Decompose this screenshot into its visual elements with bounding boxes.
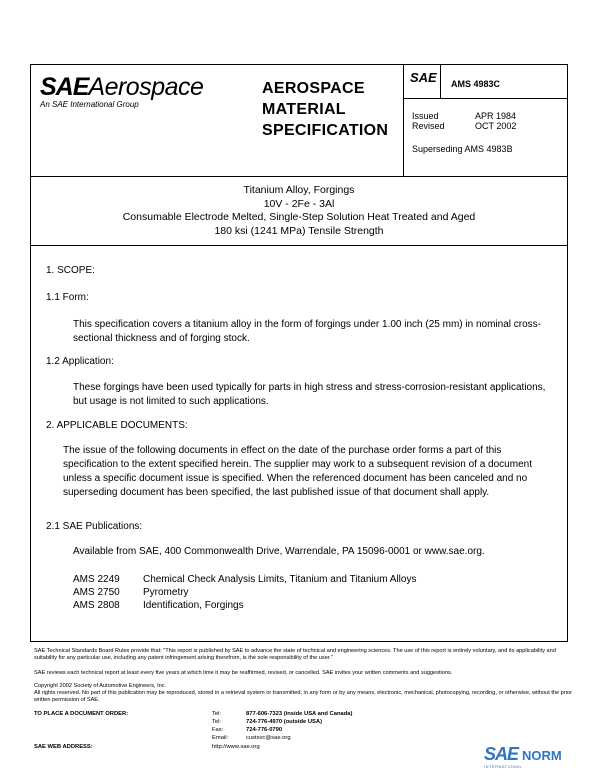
order-label: TO PLACE A DOCUMENT ORDER:	[34, 711, 129, 717]
doc-number-rule	[403, 98, 568, 99]
section-2-1-heading: 2.1 SAE Publications:	[46, 521, 143, 532]
publication-code: AMS 2750	[73, 587, 120, 598]
section-2-heading: 2. APPLICABLE DOCUMENTS:	[46, 420, 188, 431]
footer-copyright: Copyright 2002 Society of Automotive Engineers, Inc.	[34, 683, 167, 689]
web-address[interactable]: http://www.sae.org	[212, 744, 260, 750]
subject-divider	[30, 245, 568, 246]
issued-label: Issued	[412, 111, 439, 121]
document-subject	[30, 184, 568, 238]
publication-title: Chemical Check Analysis Limits, Titanium and Titanium Alloys	[143, 574, 417, 585]
header-vertical-rule	[403, 64, 404, 176]
contact-label: Tel:	[212, 719, 222, 725]
revised-date: OCT 2002	[475, 121, 517, 131]
brand-subtitle: INTERNATIONAL	[484, 764, 523, 769]
header-divider	[30, 176, 568, 177]
contact-email[interactable]: custsvc@sae.org	[246, 735, 291, 741]
sae-norm-logo	[484, 744, 562, 765]
section-1-1-text: This specification covers a titanium alloy in the form of forgings under 1.00 inch (25 mm) in nominal cross-sectional thickness and of forging stock.	[73, 319, 541, 344]
section-2-text: The issue of the following documents in effect on the date of the purchase order forms a part of this specification to the extent specified herein. The supplier may work to a subsequent revision of a document unless a specific document issue is specified. When the referenced document has been canceled and no superseding document has been specified, the last published issue of that document shall apply.	[63, 445, 532, 498]
logo-bold: SAE	[40, 73, 89, 101]
sae-aerospace-logo	[40, 74, 203, 109]
subject-line: Consumable Electrode Melted, Single-Step Solution Heat Treated and Aged	[122, 211, 476, 223]
document-type	[262, 78, 388, 141]
doc-type-line: SPECIFICATION	[262, 122, 389, 139]
footer-review: SAE reviews each technical report at least every five years at which time it may be reaffirmed, revised, or cancelled. SAE invites your written comments and suggestions.	[34, 670, 453, 676]
revised-label: Revised	[412, 121, 445, 131]
publication-title: Pyrometry	[143, 587, 189, 598]
contact-label: Fax:	[212, 727, 224, 733]
section-1-heading: 1. SCOPE:	[46, 265, 95, 276]
footer-rules: SAE Technical Standards Board Rules provide that: "This report is published by SAE to advance the state of technical and engineering sciences. The use of this report is entirely voluntary, and its applicability and suitability for any particular use, including any patent infringement arising therefrom, is the sole responsibility of the user."	[34, 648, 556, 662]
subject-line: Titanium Alloy, Forgings	[243, 184, 355, 196]
doc-type-line: MATERIAL	[262, 101, 346, 118]
issued-date: APR 1984	[475, 111, 517, 121]
brand-norm: NORM	[522, 748, 562, 763]
brand-sae: SAE	[484, 744, 519, 764]
subject-line: 180 ksi (1241 MPa) Tensile Strength	[214, 224, 384, 237]
superseding: Superseding AMS 4983B	[412, 144, 513, 154]
section-1-2-heading: 1.2 Application:	[46, 356, 114, 367]
footer-rights: All rights reserved. No part of this publication may be reproduced, stored in a retrieval system or transmitted, in any form or by any means, electronic, mechanical, photocopying, recording, or otherwise, without the prior written permission of SAE.	[34, 690, 572, 704]
doc-type-line: AEROSPACE	[262, 80, 365, 97]
doc-number: AMS 4983C	[451, 79, 501, 89]
publication-row	[73, 586, 189, 599]
logo-subtitle: An SAE International Group	[40, 100, 139, 109]
contact-label: Tel:	[212, 711, 222, 717]
publication-code: AMS 2808	[73, 600, 120, 611]
section-1-2-text: These forgings have been used typically for parts in high stress and stress-corrosion-resistant applications, but usage is not limited to such applications.	[73, 382, 546, 407]
section-1-1-heading: 1.1 Form:	[46, 292, 89, 303]
contact-label: Email:	[212, 735, 229, 741]
publication-row	[73, 573, 416, 586]
publication-code: AMS 2249	[73, 574, 120, 585]
web-label: SAE WEB ADDRESS:	[34, 744, 93, 750]
sae-mark: SAE	[410, 70, 437, 85]
logo-light: Aerospace	[88, 73, 204, 101]
sae-box-rule	[440, 64, 441, 98]
contact-value: 724-776-4970 (outside USA)	[246, 719, 323, 725]
publication-row	[73, 599, 244, 612]
contact-value: 877-606-7323 (inside USA and Canada)	[246, 711, 353, 717]
section-2-1-text: Available from SAE, 400 Commonwealth Drive, Warrendale, PA 15096-0001 or www.sae.org.	[73, 546, 485, 557]
contact-value: 724-776-0790	[246, 727, 283, 733]
subject-line: 10V - 2Fe - 3Al	[263, 197, 335, 210]
publication-title: Identification, Forgings	[143, 600, 244, 611]
